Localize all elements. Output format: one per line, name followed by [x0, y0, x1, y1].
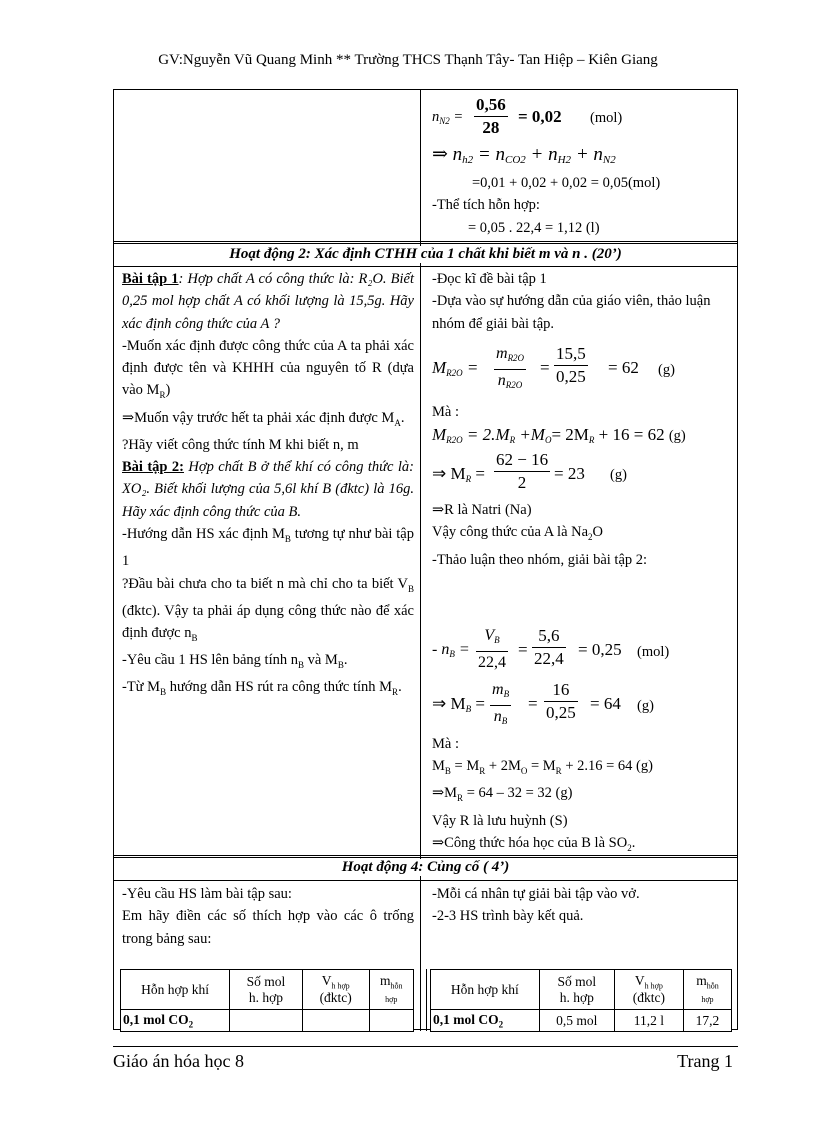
hd2-answer-4: Vậy công thức của A là $Na_2O$	[432, 524, 604, 543]
hd4-answer-1: -Mỗi cá nhân tự giải bài tập vào vở.	[432, 886, 640, 902]
hd2-step-3: ?Hãy viết công thức tính M khi biết n, m	[122, 436, 359, 453]
sum-result: =0,01 + 0,02 + 0,02 = 0,05(mol)	[472, 175, 661, 191]
column-divider	[420, 90, 421, 1031]
formula-m-sum: $M_{R2O} = 2.M_R +M_O= 2M_R + 16 = 62$ (g)	[432, 425, 686, 446]
footer-title: Giáo án hóa học 8	[113, 1051, 244, 1071]
hd2-student-cell	[432, 268, 732, 859]
ma-label-2: Mà :	[432, 735, 459, 752]
hd2-answer-3: ⇒R là Natri (Na)	[432, 502, 532, 519]
row-divider	[114, 855, 737, 858]
ma-label-1: Mà :	[432, 403, 459, 420]
hd2-step-6: -Yêu cầu 1 HS lên bảng tính $n_B$ và $M_B$.	[122, 652, 348, 671]
column-divider	[426, 969, 427, 1031]
hd2-title: Hoạt động 2: Xác định CTHH của 1 chất khi biết m và n . (20’)	[114, 246, 737, 263]
hd2-answer-7: $\Rightarrow M_R = 64 - 32 = 32$ (g)	[432, 785, 573, 804]
hd2-step-4: -Hướng dẫn HS xác định $M_B$ tương tự như bài tập 1	[122, 526, 414, 570]
hd2-answer-5: -Thảo luận theo nhóm, giải bài tập 2:	[432, 551, 648, 568]
row-divider	[114, 241, 737, 244]
hd4-title: Hoạt động 4: Củng cố ( 4’)	[114, 859, 737, 876]
bt2-label: Bài tập 2:	[122, 459, 184, 476]
formula-sum-n: ⇒ $n_{h2} = n_{CO2} + n_{H2} + n_{N2}$	[432, 144, 616, 166]
hd2-step-7: -Từ $M_B$ hướng dẫn HS rút ra công thức tính $M_R$.	[122, 679, 402, 698]
answer-table: Hỗn hợp khí Số mol h. hợp $V_{h hợp}$ (đktc) $m_{hỗn}$ hợp 0,1 mol $CO_2$ 0,5 mol 11,2 l 17,2	[430, 969, 732, 1032]
row-divider	[114, 880, 737, 881]
hd4-task-2: Em hãy điền các số thích hợp vào các ô trống trong bảng sau:	[122, 908, 414, 947]
formula-m-b: ⇒ $M_B$ = $\frac{m_B}{n_B}$ = $\frac{16}{0,25}$ = 64 (g)	[432, 679, 654, 727]
bt1-text: : Hợp chất A có công thức là: R₂O. Biết 0,25 mol hợp chất A có khối lượng là 15,5g. Hãy xác định công thức của A ?	[122, 271, 414, 332]
hd2-answer-8: Vậy R là lưu huỳnh (S)	[432, 812, 568, 829]
hd4-task-1: -Yêu cầu HS làm bài tập sau:	[122, 886, 292, 902]
bt2-text: Hợp chất B ở thể khí có công thức là: XO₂. Biết khối lượng của 5,6l khí B (đktc) là 16g. Hãy xác định công thức của B.	[122, 459, 414, 520]
hd4-teacher-cell	[122, 883, 414, 950]
hd4-answer-2: -2-3 HS trình bày kết quả.	[432, 908, 584, 925]
hd4-student-cell	[432, 883, 732, 928]
hd2-answer-1: -Đọc kĩ đề bài tập 1	[432, 271, 547, 287]
hd2-step-2: ⇒Muốn vậy trước hết ta phải xác định được $M_A$.	[122, 409, 405, 428]
hd2-step-5: ?Đầu bài chưa cho ta biết n mà chỉ cho ta biết $V_B$ (đktc). Vậy ta phải áp dụng công thức nào để xác định được $n_B$	[122, 575, 414, 643]
exercise-table: Hỗn hợp khí Số mol h. hợp $V_{h hợp}$ (đktc) $m_{hỗn}$ hợp 0,1 mol $CO_2$	[120, 969, 414, 1032]
row-divider	[114, 266, 737, 267]
volume-result: = 0,05 . 22,4 = 1,12 (l)	[468, 219, 600, 236]
hd2-teacher-cell	[122, 268, 414, 704]
volume-label: -Thể tích hỗn hợp:	[432, 197, 540, 214]
page-header: GV:Nguyễn Vũ Quang Minh ** Trường THCS Thạnh Tây- Tan Hiệp – Kiên Giang	[158, 52, 658, 68]
hd2-answer-2: -Dựa vào sự hướng dẫn của giáo viên, thảo luận nhóm để giải bài tập.	[432, 293, 711, 332]
page-footer	[113, 1046, 738, 1072]
bt1-label: Bài tập 1	[122, 271, 179, 287]
formula-n-n2: $n_{N2}$ = $\frac{0,56}{28}$ = 0,02 (mol)	[432, 95, 623, 138]
formula-n-b: - $n_B$ = $\frac{V_B}{22,4}$ = $\frac{5,6}{22,4}$ = 0,25 (mol)	[432, 625, 670, 672]
formula-m-r2o: $M_{R2O}$ = $\frac{m_{R2O}}{n_{R2O}}$ = $\frac{15,5}{0,25}$ = 62 (g)	[432, 343, 675, 391]
hd2-answer-6: $M_B = M_R + 2M_O = M_R + 2.16 = 64$ (g)	[432, 758, 653, 777]
page-number: Trang 1	[677, 1051, 733, 1071]
hd2-answer-9: ⇒Công thức hóa học của B là $SO_2$.	[432, 834, 636, 853]
top-right-cell	[432, 92, 732, 239]
lesson-table	[113, 89, 738, 1030]
formula-m-r: ⇒ $M_R$ = $\frac{62 - 16}{2}$ = 23 (g)	[432, 450, 627, 493]
hd2-step-1: -Muốn xác định được công thức của A ta phải xác định được tên và KHHH của nguyên tố R (dựa vào $M_R$)	[122, 337, 414, 401]
